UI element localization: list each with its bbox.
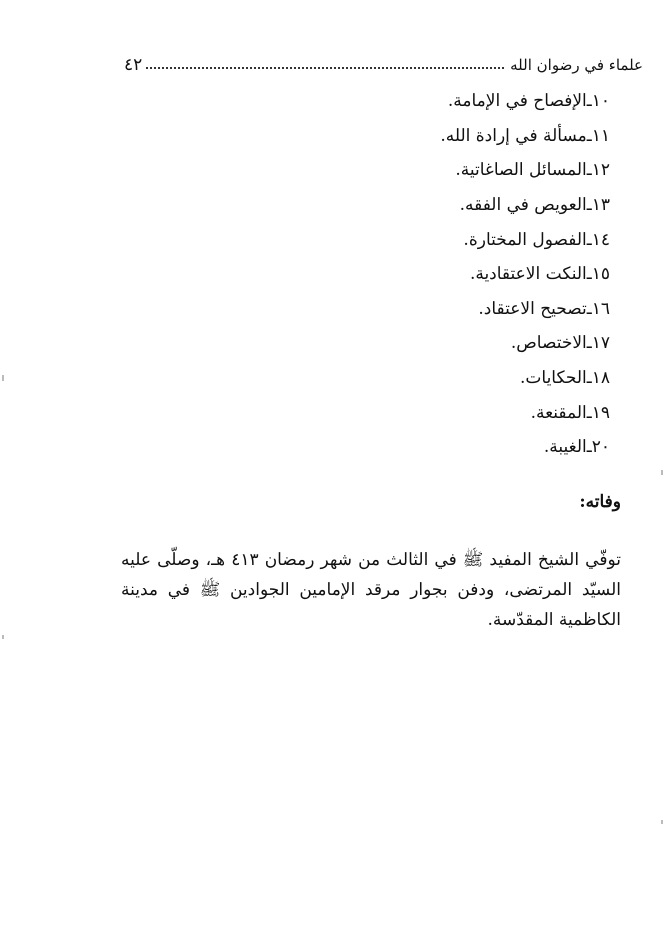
section-heading: وفاته: xyxy=(579,492,621,512)
item-number: ١٠ xyxy=(591,91,610,112)
scan-artifact xyxy=(661,820,663,824)
item-number: ١٣ xyxy=(591,195,610,216)
item-number: ١٥ xyxy=(591,264,610,285)
item-title: الاختصاص. xyxy=(510,333,587,354)
item-separator: ـ xyxy=(586,402,592,423)
list-item xyxy=(310,292,610,327)
item-separator: ـ xyxy=(586,125,592,146)
item-title: مسألة في إرادة الله. xyxy=(440,125,587,146)
list-item xyxy=(310,119,610,154)
list-item xyxy=(310,153,610,188)
item-title: الإفصاح في الإمامة. xyxy=(447,91,587,112)
item-number: ١٨ xyxy=(591,368,610,389)
item-title: تصحيح الاعتقاد. xyxy=(478,298,587,319)
item-title: المقنعة. xyxy=(530,402,587,423)
item-separator: ـ xyxy=(586,368,592,389)
page-number: ٤٢ xyxy=(124,55,143,75)
item-number: ١٧ xyxy=(591,333,610,354)
item-separator: ـ xyxy=(586,195,592,216)
item-number: ١٢ xyxy=(591,160,610,181)
list-item xyxy=(310,188,610,223)
item-title: العويص في الفقه. xyxy=(459,195,587,216)
item-title: النكت الاعتقادية. xyxy=(469,264,587,285)
item-separator: ـ xyxy=(586,437,592,458)
list-item xyxy=(310,257,610,292)
body-paragraph: توفّي الشيخ المفيد ﷺ في الثالث من شهر رمضان ٤١٣ هـ، وصلّى عليه السيّد المرتضى، ودفن بجوار مرقد الإمامين الجوادين ﷺ في مدينة الكاظمية المقدّسة. xyxy=(121,550,621,630)
scan-artifact xyxy=(661,470,663,475)
item-title: الفصول المختارة. xyxy=(463,229,587,250)
item-title: الحكايات. xyxy=(519,368,587,389)
works-list xyxy=(310,84,610,465)
item-separator: ـ xyxy=(586,91,592,112)
list-item xyxy=(310,84,610,119)
item-number: ١٦ xyxy=(591,298,610,319)
item-number: ٢٠ xyxy=(591,437,610,458)
item-number: ١١ xyxy=(591,125,610,146)
item-title: المسائل الصاغاتية. xyxy=(455,160,587,181)
header-title: علماء في رضوان الله xyxy=(510,56,643,74)
list-item xyxy=(310,430,610,465)
list-item xyxy=(310,395,610,430)
dotted-leader xyxy=(146,67,504,69)
item-number: ١٤ xyxy=(591,229,610,250)
item-separator: ـ xyxy=(586,298,592,319)
item-separator: ـ xyxy=(586,229,592,250)
scan-artifact xyxy=(2,375,4,381)
item-separator: ـ xyxy=(586,333,592,354)
item-separator: ـ xyxy=(586,160,592,181)
list-item xyxy=(310,361,610,396)
list-item xyxy=(310,326,610,361)
scan-artifact xyxy=(2,635,4,639)
list-item xyxy=(310,222,610,257)
running-header xyxy=(124,52,643,74)
item-separator: ـ xyxy=(586,264,592,285)
item-title: الغيبة. xyxy=(543,437,587,458)
item-number: ١٩ xyxy=(591,402,610,423)
